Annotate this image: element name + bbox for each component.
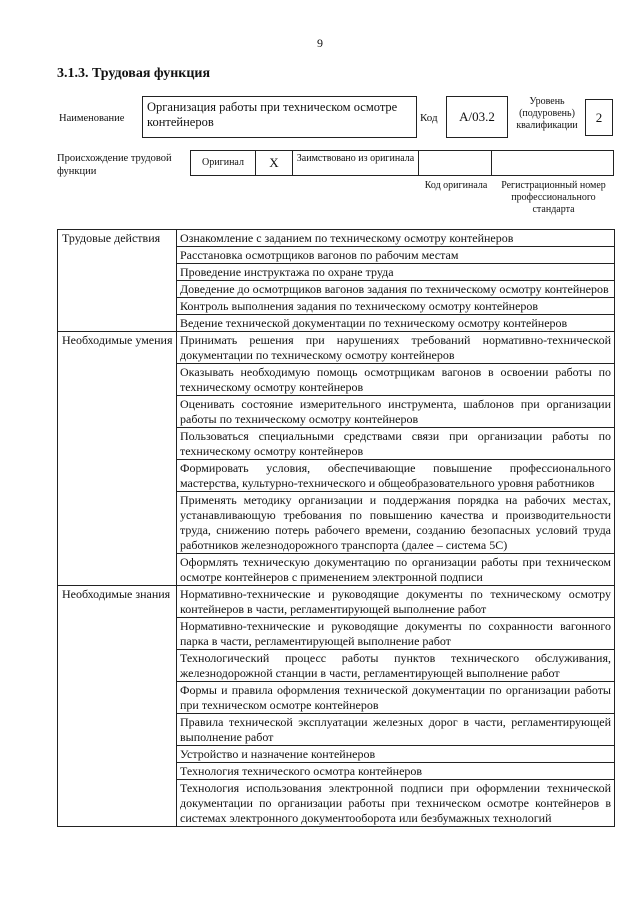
original-mark-cell: Х	[255, 150, 293, 176]
origin-label: Происхождение трудовой функции	[57, 153, 172, 177]
caption-original-code: Код оригинала	[424, 180, 488, 191]
code-value-box: А/03.2	[446, 96, 508, 138]
requirement-cell: Технология использования электронной подписи при оформлении технической документации по организации работы при техническом осмотре контейнеров в системах электронного документооборота или безбумажных технологий	[177, 780, 615, 827]
name-label: Наименование	[59, 113, 125, 124]
requirement-cell: Принимать решения при нарушениях требований нормативно-технической документации по техническому осмотру контейнеров	[177, 332, 615, 364]
requirement-cell: Применять методику организации и поддержания порядка на рабочих местах, устанавливающую требования по повышению качества и производительности труда, снижению потерь рабочего времени, созданию безопасных условий труда работников железнодорожного транспорта (далее – система 5С)	[177, 492, 615, 554]
category-cell: Трудовые действия	[58, 230, 177, 332]
requirement-cell: Технология технического осмотра контейнеров	[177, 763, 615, 780]
requirement-cell: Формировать условия, обеспечивающие повышение профессионального мастерства, культурно-технического и общеобразовательного уровня работников	[177, 460, 615, 492]
table-row	[58, 332, 615, 364]
category-cell: Необходимые умения	[58, 332, 177, 586]
table-row	[58, 230, 615, 247]
level-label: Уровень (подуровень) квалификации	[516, 96, 578, 131]
original-label-cell: Оригинал	[190, 150, 256, 176]
requirement-cell: Контроль выполнения задания по техническому осмотру контейнеров	[177, 298, 615, 315]
requirement-cell: Устройство и назначение контейнеров	[177, 746, 615, 763]
requirement-cell: Ведение технической документации по техническому осмотру контейнеров	[177, 315, 615, 332]
borrowed-label-cell: Заимствовано из оригинала	[292, 150, 419, 176]
section-title: 3.1.3. Трудовая функция	[57, 66, 211, 81]
requirement-cell: Доведение до осмотрщиков вагонов задания по техническому осмотру контейнеров	[177, 281, 615, 298]
requirement-cell: Технологический процесс работы пунктов технического обслуживания, железнодорожной станции в части, регламентирующей выполнение работ	[177, 650, 615, 682]
requirement-cell: Оформлять техническую документацию по организации работы при техническом осмотре контейнеров с применением электронной подписи	[177, 554, 615, 586]
origin-row	[190, 150, 614, 176]
original-code-cell	[418, 150, 492, 176]
function-name-box: Организация работы при техническом осмотре контейнеров	[142, 96, 417, 138]
registration-number-cell	[491, 150, 614, 176]
requirement-cell: Оценивать состояние измерительного инструмента, шаблонов при организации работы по техническому осмотру контейнеров	[177, 396, 615, 428]
requirement-cell: Ознакомление с заданием по техническому осмотру контейнеров	[177, 230, 615, 247]
requirement-cell: Проведение инструктажа по охране труда	[177, 264, 615, 281]
page-number: 9	[317, 36, 323, 50]
code-label: Код	[420, 112, 438, 124]
requirement-cell: Пользоваться специальными средствами связи при организации работы по техническому осмотру контейнеров	[177, 428, 615, 460]
level-value-box: 2	[585, 99, 613, 136]
requirement-cell: Оказывать необходимую помощь осмотрщикам вагонов в освоении работы по техническому осмотру контейнеров	[177, 364, 615, 396]
requirement-cell: Формы и правила оформления технической документации по организации работы при техническом осмотре контейнеров	[177, 682, 615, 714]
table-row	[58, 586, 615, 618]
category-cell: Необходимые знания	[58, 586, 177, 827]
requirement-cell: Правила технической эксплуатации железных дорог в части, регламентирующей выполнение работ	[177, 714, 615, 746]
requirement-cell: Расстановка осмотрщиков вагонов по рабочим местам	[177, 247, 615, 264]
requirement-cell: Нормативно-технические и руководящие документы по сохранности вагонного парка в части, регламентирующей выполнение работ	[177, 618, 615, 650]
requirement-cell: Нормативно-технические и руководящие документы по техническому осмотру контейнеров в части, регламентирующей выполнение работ	[177, 586, 615, 618]
requirements-table	[57, 229, 615, 827]
caption-registration-number: Регистрационный номер профессионального стандарта	[501, 180, 606, 215]
